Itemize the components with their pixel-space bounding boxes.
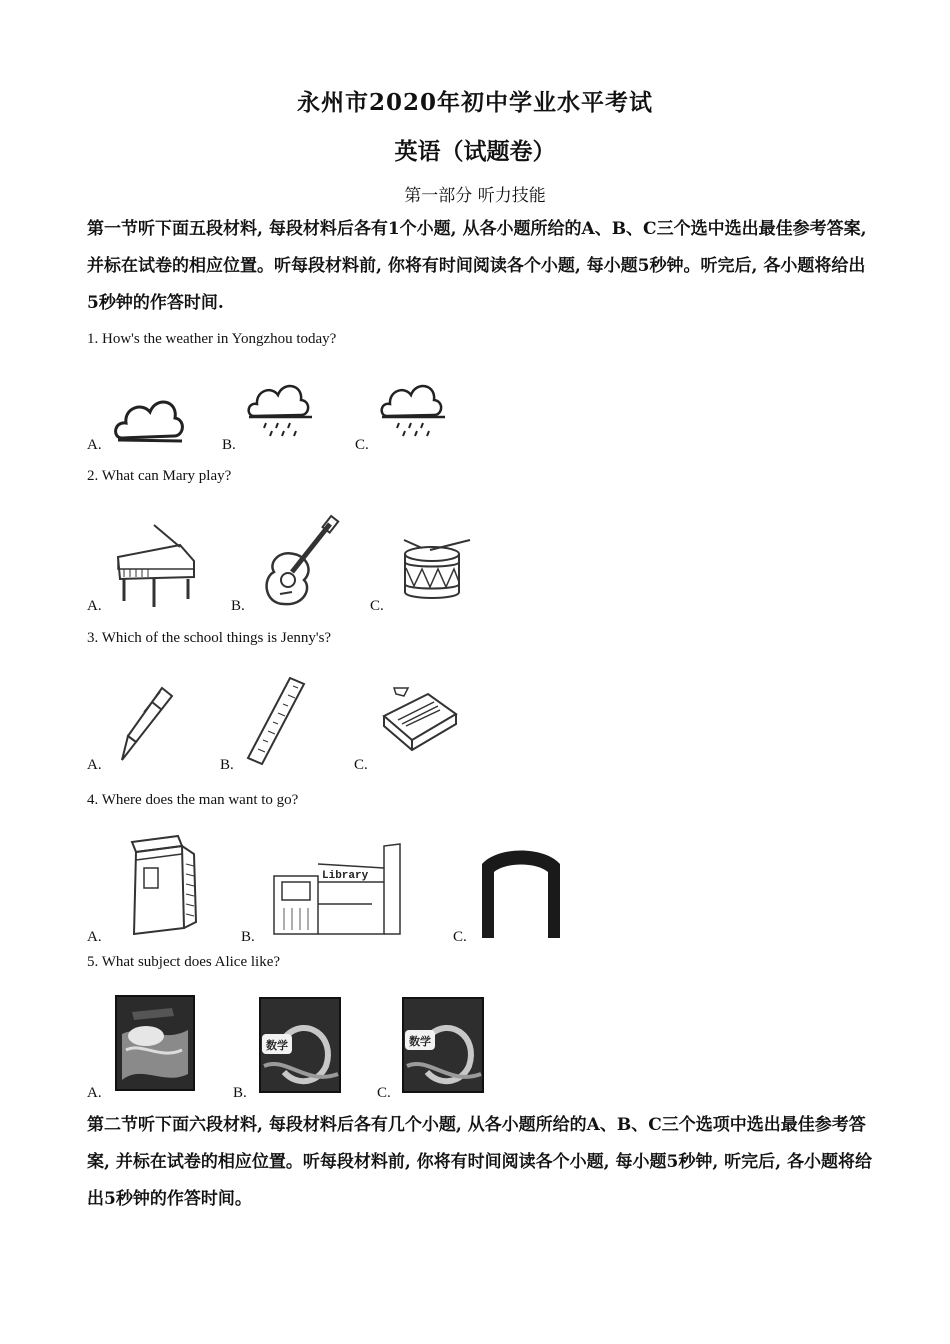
gate-arch-icon bbox=[478, 842, 564, 940]
option-label: A. bbox=[87, 598, 102, 614]
pen-icon bbox=[114, 684, 176, 764]
math-book-icon bbox=[256, 996, 346, 1096]
option-label: C. bbox=[453, 929, 467, 945]
question-text: Where does the man want to go? bbox=[101, 792, 299, 808]
option-label: B. bbox=[233, 1085, 247, 1101]
option-label: B. bbox=[241, 929, 255, 945]
library-building-icon bbox=[272, 842, 404, 940]
math-badge: 数学 bbox=[266, 1039, 288, 1052]
guitar-icon bbox=[258, 514, 340, 610]
exam-subtitle: 英语（试题卷） bbox=[394, 138, 556, 165]
option-label: B. bbox=[231, 598, 245, 614]
option-label: C. bbox=[377, 1085, 391, 1101]
option-label: C. bbox=[355, 437, 369, 453]
library-sign: Library bbox=[322, 870, 369, 882]
math-book-icon bbox=[399, 996, 489, 1096]
cloud-icon bbox=[112, 388, 187, 448]
textbook-cover-icon bbox=[112, 994, 198, 1094]
phone-booth-icon bbox=[120, 834, 198, 938]
option-label: A. bbox=[87, 929, 102, 945]
option-label: C. bbox=[370, 598, 384, 614]
option-label: C. bbox=[354, 757, 368, 773]
option-label: B. bbox=[220, 757, 234, 773]
question-number: 1. bbox=[87, 331, 99, 347]
pencil-box-icon bbox=[378, 686, 460, 752]
question-text: What subject does Alice like? bbox=[101, 954, 281, 970]
ruler-icon bbox=[246, 676, 308, 766]
option-label: B. bbox=[222, 437, 236, 453]
question-number: 3. bbox=[87, 630, 99, 646]
question-text: How's the weather in Yongzhou today? bbox=[102, 331, 337, 347]
drum-icon bbox=[400, 538, 475, 606]
option-label: A. bbox=[87, 1085, 102, 1101]
question-number: 5. bbox=[87, 954, 99, 970]
question-text: What can Mary play? bbox=[101, 468, 232, 484]
rain-cloud-icon bbox=[379, 378, 449, 443]
question-2 bbox=[87, 468, 231, 485]
question-3 bbox=[87, 630, 331, 647]
math-badge: 数学 bbox=[409, 1035, 431, 1048]
question-4 bbox=[87, 792, 298, 809]
section1-instructions: 第一节听下面五段材料, 每段材料后各有1个小题, 从各小题所给的A、B、C三个选中选出最佳参考答案, 并标在试卷的相应位置。听每段材料前, 你将有时间阅读各个小题, 每小题5秒钟。听完后, 各小题将给出5秒钟的作答时间. bbox=[87, 219, 867, 313]
question-5 bbox=[87, 954, 280, 971]
question-number: 2. bbox=[87, 468, 99, 484]
piano-icon bbox=[110, 517, 200, 609]
section2-instructions: 第二节听下面六段材料, 每段材料后各有几个小题, 从各小题所给的A、B、C三个选项中选出最佳参考答案, 并标在试卷的相应位置。听每段材料前, 你将有时间阅读各个小题, 每小题5秒钟, 听完后, 各小题将给出5秒钟的作答时间。 bbox=[87, 1115, 873, 1209]
exam-title: 永州市2020年初中学业水平考试 bbox=[296, 89, 653, 116]
part-heading: 第一部分 听力技能 bbox=[404, 186, 546, 206]
question-1 bbox=[87, 331, 336, 348]
option-label: A. bbox=[87, 437, 102, 453]
rain-cloud-icon bbox=[246, 378, 316, 443]
question-text: Which of the school things is Jenny's? bbox=[101, 630, 332, 646]
question-number: 4. bbox=[87, 792, 99, 808]
option-label: A. bbox=[87, 757, 102, 773]
